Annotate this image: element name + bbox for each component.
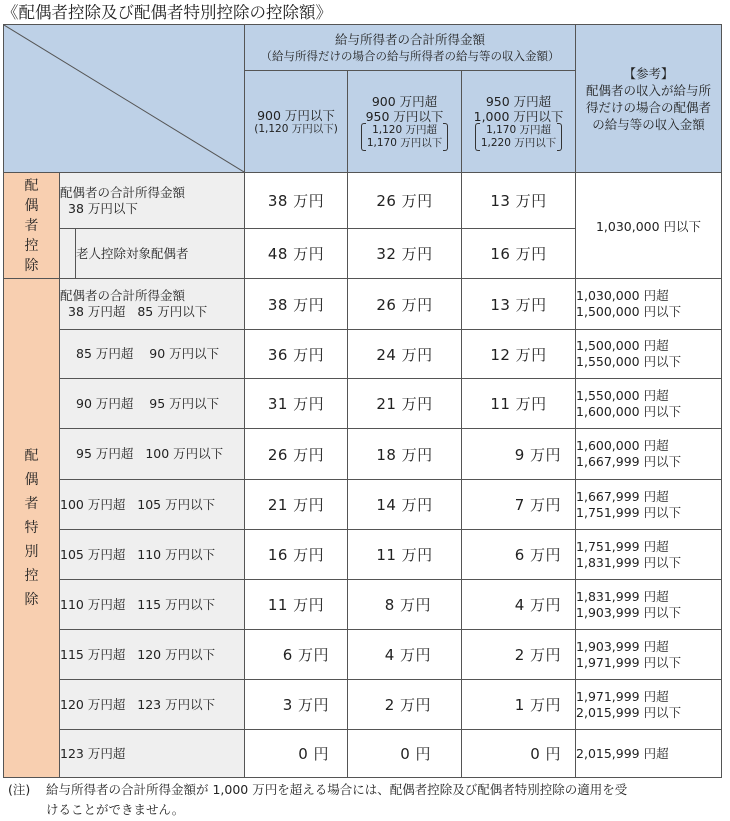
- income-cell: [576, 580, 722, 630]
- table-row: [4, 680, 722, 730]
- range-to: 85 万円以下: [137, 304, 208, 319]
- amount-cell: 32 万円: [348, 229, 462, 279]
- amount-cell: 14 万円: [348, 480, 462, 530]
- income-line: 1,500,000 円超: [576, 338, 669, 353]
- diagonal-line: [4, 25, 244, 172]
- row-label: 老人控除対象配偶者: [76, 229, 245, 279]
- col-header-subtext: 1,170 万円超: [486, 123, 551, 136]
- col-header-text: 900 万円超: [371, 93, 438, 109]
- income-group-header: [245, 25, 576, 71]
- range-from: 105 万円超: [60, 546, 126, 562]
- income-cell: 1,030,000 円以下: [576, 173, 722, 279]
- section-label: 配偶者控除: [24, 177, 39, 274]
- range-from: 120 万円超: [60, 696, 126, 712]
- row-label-line: 配偶者の合計所得金額: [60, 184, 186, 200]
- col-header-subtext: 1,170 万円以下: [366, 136, 443, 149]
- amount-cell: 2 万円: [348, 680, 462, 730]
- table-row: [4, 379, 722, 429]
- reference-line: 得だけの場合の配偶者: [586, 99, 712, 115]
- amount-cell: 6 万円: [245, 630, 348, 680]
- section-special-deduction: [4, 279, 60, 778]
- income-group-title: 給与所得者の合計所得金額: [335, 31, 486, 47]
- col-header-text: 900 万円以下: [257, 107, 335, 123]
- col-header-text: 950 万円以下: [365, 108, 444, 124]
- amount-cell: 12 万円: [462, 330, 576, 379]
- amount-cell: 21 万円: [348, 379, 462, 429]
- income-line: 1,831,999 円超: [576, 588, 669, 604]
- range-from: 110 万円超: [60, 596, 126, 612]
- reference-header: [576, 25, 722, 173]
- amount-cell: 6 万円: [462, 530, 576, 580]
- amount-cell: 2 万円: [462, 630, 576, 680]
- range-to: 105 万円以下: [137, 496, 216, 512]
- row-label-line: 38 万円以下: [68, 200, 138, 216]
- reference-line: の給与等の収入金額: [592, 116, 705, 132]
- range-from: 85 万円超: [76, 346, 134, 361]
- income-line: 1,903,999 円超: [576, 638, 669, 654]
- table-row: [4, 429, 722, 480]
- income-line: 1,550,000 円以下: [576, 354, 682, 369]
- row-label: [60, 173, 245, 229]
- footnote: [8, 780, 723, 820]
- col-header-text: 1,000 万円以下: [473, 108, 564, 124]
- amount-cell: 31 万円: [245, 379, 348, 429]
- income-cell: [576, 429, 722, 480]
- income-line: 1,903,999 円以下: [576, 604, 682, 620]
- income-cell: [576, 630, 722, 680]
- row-label: [60, 279, 245, 330]
- income-cell: [576, 480, 722, 530]
- amount-cell: 4 万円: [462, 580, 576, 630]
- col-header-2: [348, 71, 462, 173]
- indent-spacer: [60, 229, 76, 279]
- table-row: [4, 580, 722, 630]
- amount-cell: 13 万円: [462, 173, 576, 229]
- amount-cell: 0 円: [462, 730, 576, 778]
- table-row: [4, 630, 722, 680]
- amount-cell: 48 万円: [245, 229, 348, 279]
- range-to: 95 万円以下: [149, 395, 220, 411]
- range-to: 123 万円以下: [137, 696, 216, 712]
- income-line: 1,971,999 円超: [576, 688, 669, 704]
- amount-cell: 36 万円: [245, 330, 348, 379]
- reference-label: 【参考】: [623, 65, 674, 81]
- range-to: 110 万円以下: [137, 546, 216, 562]
- range-from: 90 万円超: [76, 395, 134, 411]
- income-line: 1,831,999 円以下: [576, 554, 682, 570]
- reference-line: 配偶者の収入が給与所: [586, 82, 712, 98]
- footnote-text: 給与所得者の合計所得金額が 1,000 万円を超える場合には、配偶者控除及び配偶者特別控除の適用を受: [46, 782, 628, 797]
- amount-cell: 26 万円: [245, 429, 348, 480]
- income-cell: [576, 379, 722, 429]
- income-line: 1,600,000 円以下: [576, 403, 682, 419]
- table-row: [4, 530, 722, 580]
- income-line: 1,550,000 円超: [576, 387, 669, 403]
- income-line: 2,015,999 円以下: [576, 704, 682, 720]
- amount-cell: 11 万円: [462, 379, 576, 429]
- range-to: 115 万円以下: [137, 596, 216, 612]
- income-line: 1,971,999 円以下: [576, 654, 682, 670]
- income-line: 1,667,999 円以下: [576, 454, 682, 469]
- section-spouse-deduction: [4, 173, 60, 279]
- income-line: 2,015,999 円超: [576, 745, 669, 761]
- income-cell: [576, 680, 722, 730]
- col-header-subtext: 1,120 万円超: [372, 123, 437, 136]
- range-to: 100 万円以下: [145, 446, 224, 461]
- amount-cell: 24 万円: [348, 330, 462, 379]
- footnote-text: けることができません。: [46, 802, 185, 817]
- amount-cell: 13 万円: [462, 279, 576, 330]
- amount-cell: 16 万円: [462, 229, 576, 279]
- row-label-line: 配偶者の合計所得金額: [60, 288, 186, 303]
- amount-cell: 16 万円: [245, 530, 348, 580]
- amount-cell: 38 万円: [245, 279, 348, 330]
- col-header-1: [245, 71, 348, 173]
- income-cell: [576, 330, 722, 379]
- col-header-bracket: [361, 124, 448, 150]
- amount-cell: 26 万円: [348, 173, 462, 229]
- range-to: 120 万円以下: [137, 646, 216, 662]
- income-group-subtitle: （給与所得だけの場合の給与所得者の給与等の収入金額）: [260, 48, 560, 63]
- amount-cell: 3 万円: [245, 680, 348, 730]
- amount-cell: 18 万円: [348, 429, 462, 480]
- col-header-text: 950 万円超: [485, 93, 552, 109]
- income-line: 1,667,999 円超: [576, 488, 669, 504]
- amount-cell: 8 万円: [348, 580, 462, 630]
- col-header-3: [462, 71, 576, 173]
- amount-cell: 7 万円: [462, 480, 576, 530]
- range-from: 100 万円超: [60, 496, 126, 512]
- amount-cell: 11 万円: [348, 530, 462, 580]
- header-corner: [4, 25, 245, 173]
- range-from: 123 万円超: [60, 745, 126, 761]
- amount-cell: 0 円: [245, 730, 348, 778]
- amount-cell: 38 万円: [245, 173, 348, 229]
- range-from: 38 万円超: [68, 304, 126, 319]
- col-header-subtext: (1,120 万円以下): [254, 122, 338, 135]
- amount-cell: 1 万円: [462, 680, 576, 730]
- income-cell: [576, 730, 722, 778]
- table-row: [4, 480, 722, 530]
- amount-cell: 0 円: [348, 730, 462, 778]
- amount-cell: 21 万円: [245, 480, 348, 530]
- page-title: 《配偶者控除及び配偶者特別控除の控除額》: [2, 3, 332, 22]
- table-row: [4, 730, 722, 778]
- range-from: 115 万円超: [60, 646, 126, 662]
- section-label: 配偶者特別控除: [24, 448, 39, 608]
- amount-cell: 4 万円: [348, 630, 462, 680]
- income-line: 1,751,999 円超: [576, 538, 669, 554]
- income-cell: [576, 279, 722, 330]
- table-row: [4, 330, 722, 379]
- amount-cell: 11 万円: [245, 580, 348, 630]
- income-line: 1,500,000 円以下: [576, 304, 682, 319]
- amount-cell: 9 万円: [462, 429, 576, 480]
- income-line: 1,751,999 円以下: [576, 504, 682, 520]
- income-line: 1,030,000 円超: [576, 288, 669, 303]
- col-header-subtext: 1,220 万円以下: [480, 136, 557, 149]
- footnote-label: (注): [8, 782, 31, 797]
- income-cell: [576, 530, 722, 580]
- amount-cell: 26 万円: [348, 279, 462, 330]
- deduction-table: [3, 24, 722, 778]
- col-header-bracket: [475, 124, 562, 150]
- range-to: 90 万円以下: [149, 346, 220, 361]
- income-line: 1,600,000 円超: [576, 438, 669, 453]
- range-from: 95 万円超: [76, 446, 134, 461]
